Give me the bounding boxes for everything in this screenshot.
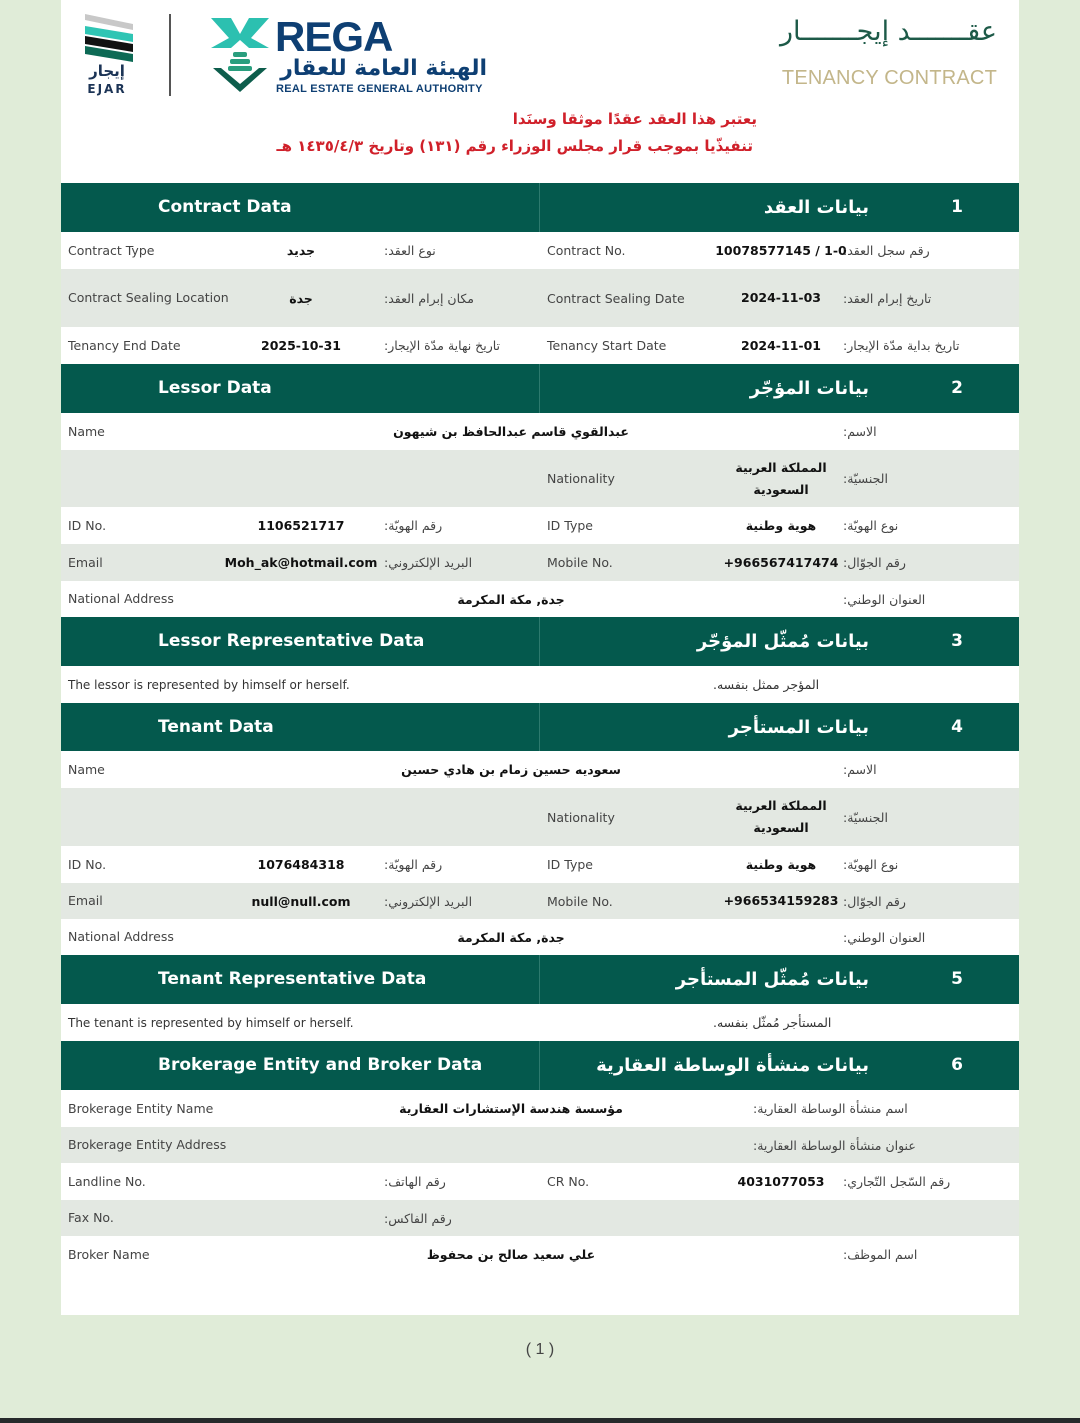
field-label-ar: نوع الهويّة: — [843, 518, 899, 533]
field-label-ar: الاسم: — [843, 424, 877, 439]
table-row — [61, 544, 1019, 581]
field-label-ar: نوع العقد: — [384, 243, 436, 258]
field-value: مؤسسة هندسة الإستشارات العقارية — [399, 1101, 623, 1116]
field-value: 1076484318 — [257, 857, 345, 872]
field-label-ar: اسم منشأة الوساطة العقارية: — [753, 1101, 908, 1116]
legal-notice-line-2: تنفيذّيا بموجب قرار مجلس الوزراء رقم (١٣١) وتاريخ ١٤٣٥/٤/٣ هـ — [276, 137, 753, 155]
field-label: Nationality — [547, 471, 615, 486]
field-label: ID Type — [547, 518, 593, 533]
header-divider — [539, 617, 540, 666]
section-title-ar: بيانات المؤجّر — [749, 378, 869, 399]
section-title-en: Contract Data — [158, 197, 292, 217]
table-row — [61, 1236, 1019, 1273]
field-label: Contract No. — [547, 243, 626, 258]
page-number: ( 1 ) — [525, 1341, 555, 1358]
field-value: 1106521717 — [257, 518, 345, 533]
field-value: جدة, مكة المكرمة — [457, 929, 565, 945]
field-label-ar: رقم السّجل التّجاري: — [843, 1174, 951, 1189]
field-value: هوية وطنية — [745, 517, 817, 533]
field-label: ID Type — [547, 857, 593, 872]
table-row — [61, 1090, 1019, 1127]
field-label-ar: الجنسيّة: — [843, 809, 888, 825]
field-label-ar: البريد الإلكتروني: — [384, 893, 473, 909]
rega-logo-english: REAL ESTATE GENERAL AUTHORITY — [276, 83, 483, 95]
table-row — [61, 1004, 1019, 1041]
table-row — [61, 581, 1019, 617]
field-value: عبدالقوي قاسم عبدالحافظ بن شيهون — [393, 424, 629, 439]
field-value: جديد — [286, 243, 316, 258]
field-value: المملكة العربية السعودية — [735, 459, 827, 497]
table-row — [61, 1127, 1019, 1163]
field-label: Name — [68, 761, 105, 777]
field-value: Moh_ak@hotmail.com — [224, 555, 378, 570]
bottom-bar — [0, 1418, 1080, 1423]
field-label: Broker Name — [68, 1246, 150, 1262]
document-title: TENANCY CONTRACT — [781, 67, 997, 89]
field-label-ar: الجنسيّة: — [843, 471, 888, 486]
field-label-ar: رقم الهويّة: — [384, 857, 443, 872]
table-row — [61, 232, 1019, 269]
rega-palm-logo-icon — [209, 14, 271, 94]
field-label: Mobile No. — [547, 555, 613, 570]
field-label-ar: رقم الهاتف: — [384, 1174, 446, 1189]
field-label: Contract Sealing Date — [547, 290, 685, 306]
field-value: null@null.com — [251, 893, 351, 909]
field-value: سعوديه حسين زمام بن هادي حسين — [401, 762, 621, 777]
field-label-ar: تاريخ نهاية مدّة الإيجار: — [384, 338, 501, 353]
section-header-brokerage — [61, 1041, 1019, 1090]
field-label: National Address — [68, 929, 174, 944]
section-title-ar: بيانات العقد — [763, 197, 869, 218]
field-value: جدة, مكة المكرمة — [457, 591, 565, 607]
field-label: Name — [68, 423, 105, 439]
field-label-ar: العنوان الوطني: — [843, 929, 926, 945]
section-title-ar: بيانات منشأة الوساطة العقارية — [596, 1055, 869, 1076]
field-label: Contract Type — [68, 242, 155, 258]
section-number: 6 — [951, 1055, 963, 1075]
section-header-contract — [61, 183, 1019, 232]
field-label: ID No. — [68, 517, 107, 533]
section-header-lessor — [61, 364, 1019, 413]
field-label: Brokerage Entity Name — [68, 1100, 214, 1116]
field-value: +966534159283 — [723, 893, 839, 908]
field-label-ar: مكان إبرام العقد: — [384, 290, 475, 306]
field-label: Fax No. — [68, 1210, 114, 1225]
section-title-en: Tenant Representative Data — [158, 969, 427, 989]
section-header-tenant-representative — [61, 955, 1019, 1004]
section-title-en: Lessor Data — [158, 378, 272, 398]
field-label: National Address — [68, 591, 174, 606]
table-row — [61, 413, 1019, 450]
field-label: Contract Sealing Location — [68, 290, 229, 305]
field-value: 10078577145 / 1-0 — [715, 242, 847, 258]
field-value: جدة — [289, 290, 313, 306]
section-title-ar: بيانات مُمثّل المستأجر — [675, 969, 869, 990]
field-label-ar: الاسم: — [843, 762, 877, 777]
field-label-ar: العنوان الوطني: — [843, 591, 926, 607]
field-value: 2024-11-01 — [741, 337, 821, 353]
table-row — [61, 883, 1019, 919]
field-label-ar: اسم الموظف: — [843, 1247, 918, 1262]
section-number: 1 — [951, 197, 963, 217]
field-label: Tenancy Start Date — [547, 338, 667, 353]
section-title-ar: بيانات المستأجر — [728, 717, 869, 738]
section-title-en: Tenant Data — [158, 717, 274, 737]
field-label: ID No. — [68, 856, 107, 872]
field-label: Tenancy End Date — [68, 337, 181, 353]
field-label-ar: رقم الجوّال: — [843, 893, 906, 909]
table-row — [61, 269, 1019, 327]
table-row — [61, 846, 1019, 883]
table-row — [61, 450, 1019, 507]
field-label-ar: البريد الإلكتروني: — [384, 555, 473, 570]
field-label-ar: عنوان منشأة الوساطة العقارية: — [753, 1137, 916, 1153]
field-label-ar: رقم الفاكس: — [384, 1210, 452, 1226]
field-label: Brokerage Entity Address — [68, 1137, 227, 1152]
field-label: Nationality — [547, 809, 615, 825]
table-row — [61, 507, 1019, 544]
legal-notice — [277, 106, 758, 160]
representation-note-ar: المؤجر ممثل بنفسه. — [713, 677, 820, 692]
table-row — [61, 327, 1019, 364]
representation-note: The lessor is represented by himself or herself. — [68, 677, 350, 692]
representation-note: The tenant is represented by himself or herself. — [68, 1015, 354, 1030]
table-row — [61, 1200, 1019, 1236]
logo-divider — [169, 14, 171, 96]
section-number: 3 — [951, 631, 963, 651]
rega-logo-name: REGA — [275, 13, 393, 60]
header-divider — [539, 1041, 540, 1090]
section-number: 4 — [951, 717, 963, 737]
table-row — [61, 751, 1019, 788]
ejar-logo-text: EJAR — [87, 82, 127, 96]
table-row — [61, 788, 1019, 846]
field-value: +966567417474 — [723, 554, 839, 570]
field-value: 4031077053 — [737, 1173, 825, 1189]
field-label-ar: رقم الجوّال: — [843, 555, 906, 570]
field-label: Mobile No. — [547, 893, 613, 909]
field-value: هوية وطنية — [745, 856, 817, 872]
section-title-en: Brokerage Entity and Broker Data — [158, 1055, 483, 1075]
header-divider — [539, 183, 540, 232]
field-label-ar: رقم سجل العقد: — [843, 243, 930, 258]
ejar-logo-arabic: إيجار — [89, 62, 125, 80]
section-number: 5 — [951, 969, 963, 989]
section-header-tenant — [61, 703, 1019, 751]
field-value: 2025-10-31 — [261, 338, 341, 353]
header-divider — [539, 955, 540, 1004]
field-label: Email — [68, 554, 103, 570]
table-row — [61, 1163, 1019, 1200]
field-label: Landline No. — [68, 1173, 146, 1189]
field-value: علي سعيد صالح بن محفوظ — [426, 1247, 596, 1262]
field-label-ar: نوع الهويّة: — [843, 857, 899, 872]
header-divider — [539, 703, 540, 752]
field-label: CR No. — [547, 1174, 590, 1189]
representation-note-ar: المستأجر مُمثّل بنفسه. — [713, 1015, 832, 1030]
document-title-arabic: عقـــــــد إيجـــــــار — [780, 16, 997, 47]
field-value: المملكة العربية السعودية — [735, 798, 827, 835]
field-label-ar: تاريخ إبرام العقد: — [843, 290, 932, 306]
legal-notice-line-1: يعتبر هذا العقد عقدًا موثقا وسنَدا — [512, 110, 757, 128]
field-value: 2024-11-03 — [741, 290, 821, 305]
section-title-en: Lessor Representative Data — [158, 631, 425, 651]
field-label: Email — [68, 893, 103, 908]
section-number: 2 — [951, 378, 963, 398]
section-header-lessor-representative — [61, 617, 1019, 666]
table-row — [61, 666, 1019, 703]
section-title-ar: بيانات مُمثّل المؤجّر — [696, 631, 869, 652]
field-label-ar: تاريخ بداية مدّة الإيجار: — [843, 338, 960, 353]
field-label-ar: رقم الهويّة: — [384, 518, 443, 533]
header-divider — [539, 364, 540, 413]
rega-logo-arabic: الهيئة العامة للعقار — [280, 56, 487, 81]
table-row — [61, 919, 1019, 955]
